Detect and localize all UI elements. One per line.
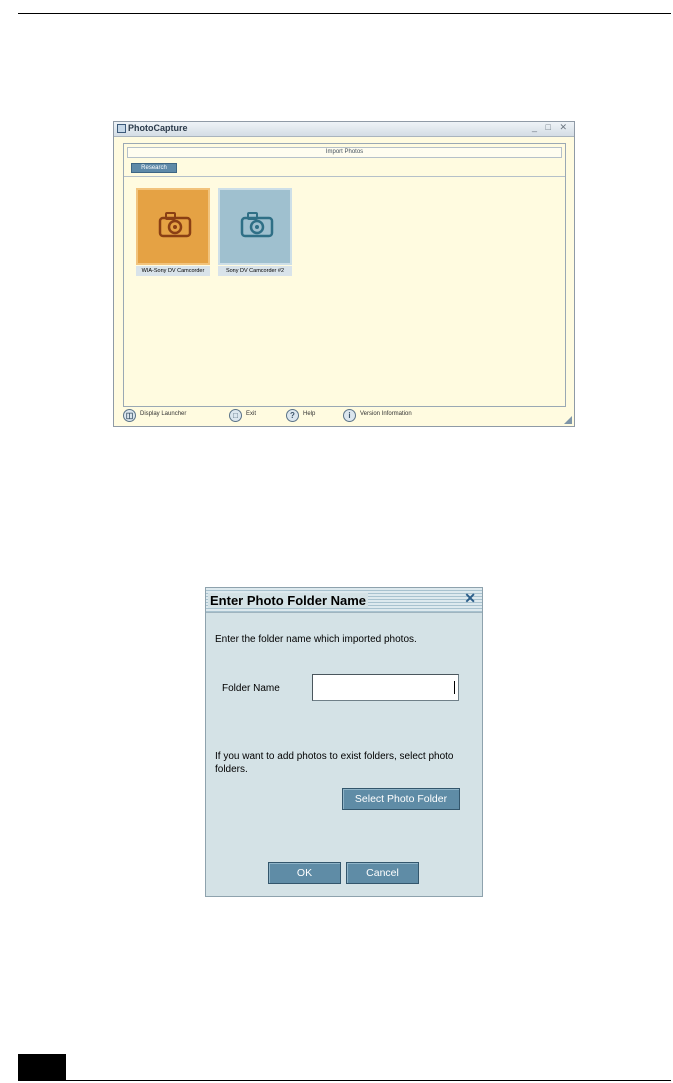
window-titlebar (114, 122, 574, 137)
enter-folder-dialog (205, 587, 483, 897)
minimize-icon[interactable]: _ (531, 122, 540, 132)
device-label: Sony DV Camcorder #2 (218, 266, 292, 276)
device-tile[interactable] (218, 188, 292, 278)
camera-icon (240, 212, 274, 238)
display-launcher-icon: ◫ (123, 409, 136, 422)
research-button[interactable]: Research (131, 163, 177, 173)
close-icon[interactable]: ✕ (464, 590, 476, 606)
panel-divider (124, 176, 565, 177)
text-caret (454, 681, 455, 694)
page-bottom-rule (18, 1080, 671, 1081)
exit-icon: □ (229, 409, 242, 422)
device-thumbnail[interactable] (136, 188, 210, 265)
close-icon[interactable]: ✕ (559, 122, 570, 132)
folder-name-input[interactable] (312, 674, 459, 701)
footer-label: Exit (246, 411, 257, 417)
window-title: PhotoCapture (128, 123, 188, 133)
footer-label: Display Launcher (140, 411, 187, 417)
camera-icon (158, 212, 192, 238)
select-photo-folder-button[interactable]: Select Photo Folder (342, 788, 460, 810)
dialog-instruction: Enter the folder name which imported photos. (215, 634, 417, 645)
folder-name-label: Folder Name (222, 683, 280, 694)
device-label: WIA-Sony DV Camcorder (136, 266, 210, 276)
import-panel (123, 143, 566, 407)
footer-label: Help (303, 411, 316, 417)
info-icon: i (343, 409, 356, 422)
ok-button[interactable]: OK (268, 862, 341, 884)
device-tile[interactable] (136, 188, 210, 278)
dialog-titlebar (206, 588, 482, 613)
device-thumbnail[interactable] (218, 188, 292, 265)
dialog-hint: If you want to add photos to exist folders, select photo folders. (215, 751, 454, 775)
page-number-tab (18, 1054, 66, 1081)
resize-grip[interactable] (564, 416, 572, 424)
window-controls (532, 122, 570, 133)
page-top-rule (18, 13, 671, 14)
maximize-icon[interactable]: □ (545, 122, 554, 132)
tab-import-photos[interactable]: Import Photos (127, 147, 562, 158)
window-footer (114, 406, 574, 426)
cancel-button[interactable]: Cancel (346, 862, 419, 884)
app-icon (117, 124, 126, 133)
help-icon: ? (286, 409, 299, 422)
dialog-title: Enter Photo Folder Name (210, 593, 367, 608)
photocapture-window (113, 121, 575, 427)
footer-label: Version Information (360, 411, 412, 417)
